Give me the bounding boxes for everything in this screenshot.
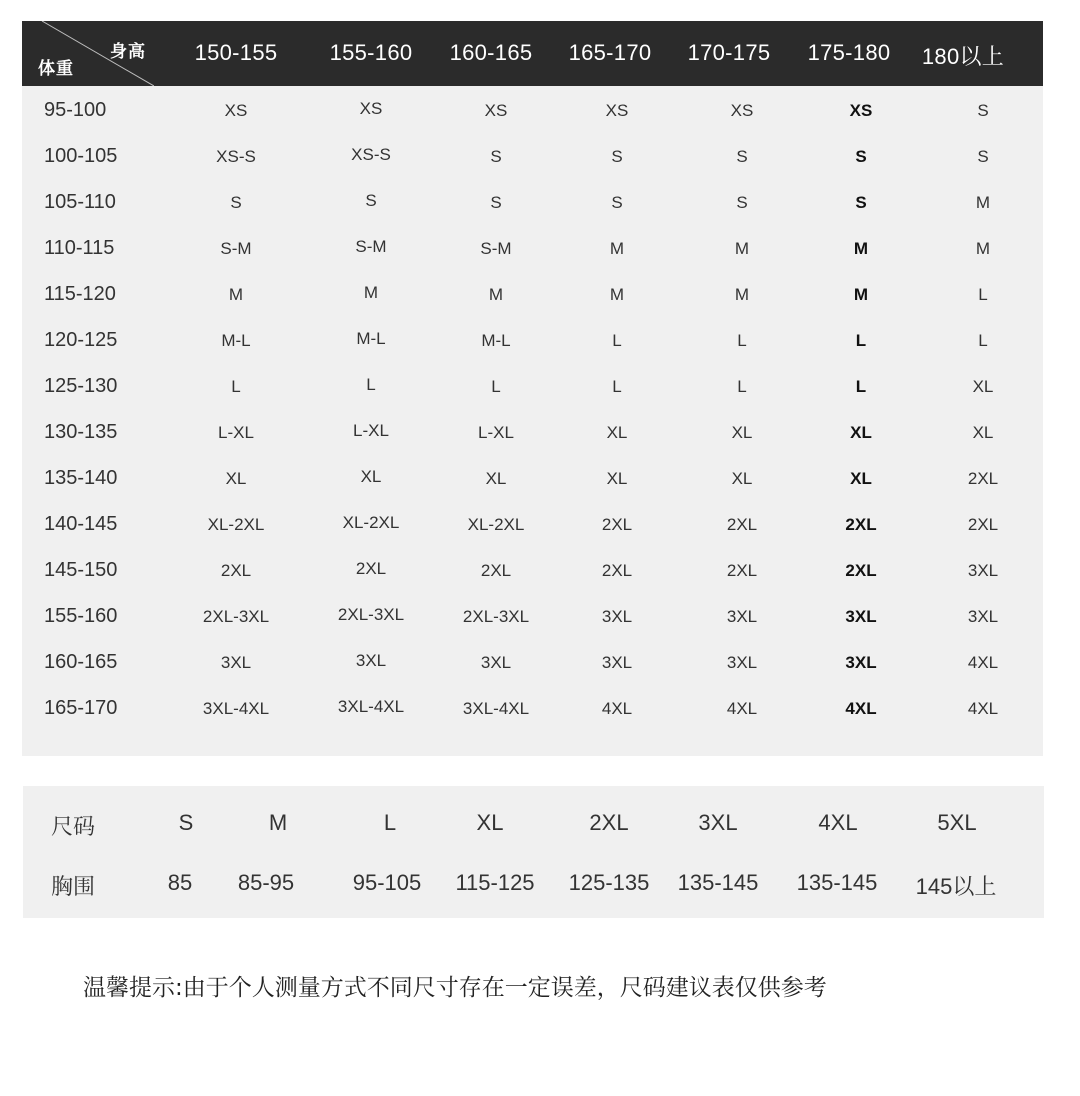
size-cell: L — [855, 377, 867, 396]
size-cell: 3XL-4XL — [337, 697, 405, 716]
size-cell: 4XL — [818, 810, 858, 835]
weight-row-label: 165-170 — [44, 697, 118, 719]
size-cell: S — [977, 101, 989, 120]
size-cell: 3XL — [845, 607, 877, 626]
size-cell: 2XL — [355, 559, 387, 578]
size-cell: S — [490, 147, 502, 166]
table-row — [22, 592, 1043, 638]
size-cell: 4XL — [726, 699, 758, 718]
size-cell: 2XL-3XL — [202, 607, 270, 626]
size-cell: M — [228, 285, 244, 304]
size-cell: M — [268, 810, 288, 835]
height-column-header: 150-155 — [194, 40, 278, 65]
height-column-header: 180以上 — [921, 44, 1005, 69]
size-cell: XS — [730, 101, 754, 120]
bust-cell: 135-145 — [677, 870, 759, 895]
size-cell: L-XL — [353, 421, 389, 440]
size-cell: 2XL — [220, 561, 252, 580]
size-cell: 3XL — [967, 607, 999, 626]
size-cell: S — [855, 193, 867, 212]
bust-row — [23, 870, 1044, 900]
size-cell: 2XL — [601, 561, 633, 580]
weight-row-label: 160-165 — [44, 651, 118, 673]
size-cell: M — [488, 285, 504, 304]
size-cell: XL — [606, 423, 628, 442]
size-cell: 4XL — [967, 653, 999, 672]
size-cell: XL — [731, 423, 753, 442]
size-cell: 2XL — [601, 515, 633, 534]
size-cell: 3XL — [601, 607, 633, 626]
size-cell: 2XL-3XL — [337, 605, 405, 624]
weight-row-label: 120-125 — [44, 329, 118, 351]
size-cell: M — [975, 239, 991, 258]
size-cell: XL — [731, 469, 753, 488]
size-cell: 4XL — [845, 699, 877, 718]
size-cell: L — [366, 375, 376, 394]
size-cell: XL-2XL — [207, 515, 265, 534]
size-cell: 4XL — [601, 699, 633, 718]
weight-row-label: 155-160 — [44, 605, 118, 627]
size-cell: S — [977, 147, 989, 166]
weight-row-label: 145-150 — [44, 559, 118, 581]
size-cell: 3XL-4XL — [202, 699, 270, 718]
height-column-header: 165-170 — [568, 40, 652, 65]
size-cell: 3XL — [220, 653, 252, 672]
height-column-header: 175-180 — [807, 40, 891, 65]
size-cell: S — [736, 193, 748, 212]
size-chart-table — [22, 21, 1043, 756]
size-cell: M — [734, 285, 750, 304]
size-cell: XL — [850, 423, 872, 442]
size-cell: M — [975, 193, 991, 212]
size-cell: XS — [605, 101, 629, 120]
size-cell: S-M — [480, 239, 512, 258]
size-cell: XL — [850, 469, 872, 488]
table-row — [22, 500, 1043, 546]
size-cell: S — [736, 147, 748, 166]
size-cell: XL — [972, 423, 994, 442]
size-row-label: 尺码 — [51, 815, 96, 840]
weight-axis-label: 体重 — [38, 59, 74, 79]
size-cell: 2XL — [726, 515, 758, 534]
size-cell: L — [491, 377, 501, 396]
bust-cell: 115-125 — [455, 870, 535, 895]
size-cell: S-M — [220, 239, 252, 258]
size-cell: 3XL — [480, 653, 512, 672]
size-cell: M — [734, 239, 750, 258]
size-cell: M — [853, 285, 869, 304]
size-cell: S — [365, 191, 377, 210]
table-row — [22, 86, 1043, 132]
size-cell: M — [609, 285, 625, 304]
size-cell: XS-S — [351, 145, 391, 164]
table-row — [22, 362, 1043, 408]
size-cell: 2XL — [726, 561, 758, 580]
size-cell: 2XL — [967, 515, 999, 534]
size-cell: L — [383, 810, 397, 835]
table-row — [22, 454, 1043, 500]
corner-cell — [22, 21, 154, 86]
table-row — [22, 638, 1043, 684]
size-cell: L — [612, 377, 622, 396]
bust-cell: 95-105 — [352, 870, 422, 895]
size-cell: XS — [484, 101, 508, 120]
weight-row-label: 130-135 — [44, 421, 118, 443]
size-chart-header — [22, 21, 1043, 86]
size-cell: 3XL — [601, 653, 633, 672]
table-row — [22, 684, 1043, 730]
size-cell: S — [230, 193, 242, 212]
size-cell: 3XL — [726, 607, 758, 626]
measurement-tip: 温馨提示:由于个人测量方式不同尺寸存在一定误差，尺码建议表仅供参考 — [83, 975, 827, 1001]
size-cell: M-L — [221, 331, 251, 350]
size-cell: XS — [359, 99, 383, 118]
table-row — [22, 224, 1043, 270]
size-cell: M-L — [481, 331, 511, 350]
size-cell: 2XL — [967, 469, 999, 488]
size-cell: 2XL-3XL — [462, 607, 530, 626]
bust-cell: 85-95 — [237, 870, 295, 895]
size-cell: M — [609, 239, 625, 258]
size-cell: 5XL — [937, 810, 977, 835]
size-cell: M — [853, 239, 869, 258]
size-cell: S-M — [355, 237, 387, 256]
size-cell: XL — [485, 469, 507, 488]
weight-row-label: 95-100 — [44, 99, 107, 121]
size-cell: S — [178, 810, 194, 835]
size-cell: 2XL — [845, 515, 877, 534]
weight-row-label: 135-140 — [44, 467, 118, 489]
size-cell: 3XL — [726, 653, 758, 672]
weight-row-label: 110-115 — [44, 237, 115, 259]
height-column-header: 160-165 — [449, 40, 533, 65]
size-cell: L — [978, 285, 988, 304]
bust-cell: 135-145 — [796, 870, 878, 895]
weight-row-label: 125-130 — [44, 375, 118, 397]
size-cell: L — [231, 377, 241, 396]
size-cell: XL — [476, 810, 504, 835]
bust-cell: 85 — [167, 870, 193, 895]
size-cell: M-L — [356, 329, 386, 348]
size-cell: 3XL-4XL — [462, 699, 530, 718]
weight-row-label: 115-120 — [44, 283, 116, 305]
table-row — [22, 178, 1043, 224]
bust-table — [23, 786, 1044, 918]
size-cell: S — [611, 147, 623, 166]
size-cell: L — [737, 331, 747, 350]
height-column-header: 155-160 — [329, 40, 413, 65]
size-cell: S — [490, 193, 502, 212]
size-cell: XL — [972, 377, 994, 396]
bust-row-label: 胸围 — [51, 875, 96, 900]
size-cell: XS — [224, 101, 248, 120]
table-row — [22, 316, 1043, 362]
size-cell: 4XL — [967, 699, 999, 718]
size-cell: XL-2XL — [467, 515, 525, 534]
size-cell: S — [611, 193, 623, 212]
size-cell: XS-S — [216, 147, 256, 166]
size-cell: 3XL — [967, 561, 999, 580]
weight-row-label: 100-105 — [44, 145, 118, 167]
size-cell: XL — [606, 469, 628, 488]
height-column-header: 170-175 — [687, 40, 771, 65]
size-cell: L — [612, 331, 622, 350]
size-cell: L-XL — [478, 423, 514, 442]
size-cell: L — [737, 377, 747, 396]
bust-cell: 145以上 — [915, 874, 997, 899]
weight-row-label: 140-145 — [44, 513, 118, 535]
table-row — [22, 132, 1043, 178]
size-chart-body — [22, 86, 1043, 730]
size-cell: L-XL — [218, 423, 254, 442]
size-cell: L — [978, 331, 988, 350]
size-cell: 2XL — [589, 810, 629, 835]
table-row — [22, 270, 1043, 316]
size-row — [23, 810, 1044, 840]
height-axis-label: 身高 — [110, 42, 146, 62]
weight-row-label: 105-110 — [44, 191, 116, 213]
size-cell: 3XL — [355, 651, 387, 670]
bust-cell: 125-135 — [568, 870, 650, 895]
size-cell: XS — [849, 101, 873, 120]
size-cell: XL — [360, 467, 382, 486]
table-row — [22, 408, 1043, 454]
size-cell: 3XL — [845, 653, 877, 672]
table-row — [22, 546, 1043, 592]
size-cell: XL — [225, 469, 247, 488]
size-cell: L — [855, 331, 867, 350]
size-cell: M — [363, 283, 379, 302]
size-cell: 2XL — [480, 561, 512, 580]
size-cell: 2XL — [845, 561, 877, 580]
size-cell: 3XL — [698, 810, 738, 835]
size-cell: S — [855, 147, 867, 166]
size-cell: XL-2XL — [342, 513, 400, 532]
